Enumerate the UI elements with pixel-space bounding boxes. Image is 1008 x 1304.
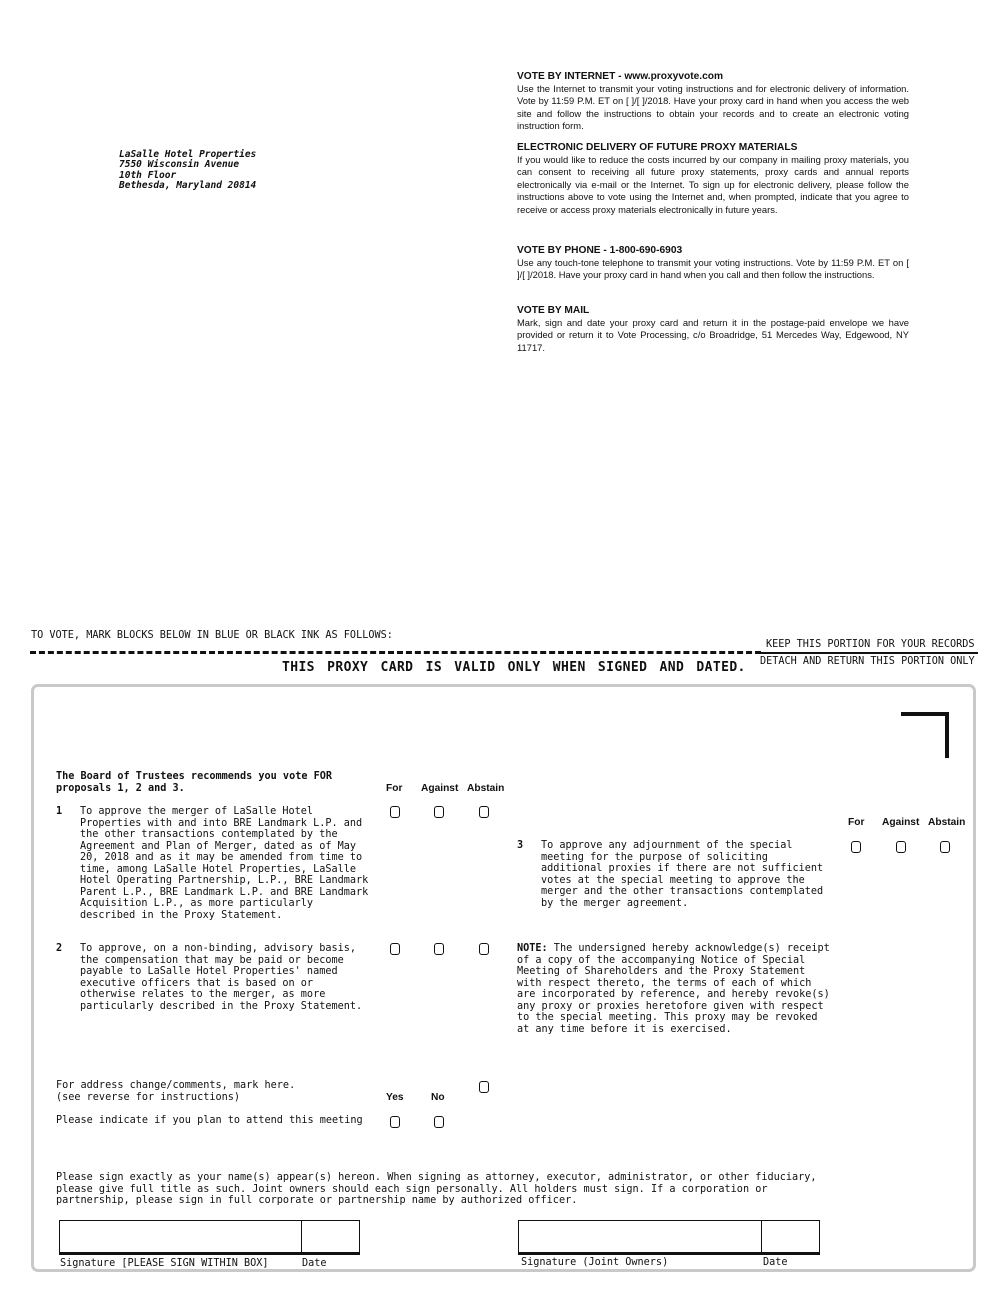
proposal-2-abstain-checkbox[interactable] [479,943,489,955]
address-line: LaSalle Hotel Properties [119,149,257,160]
joint-signature-box[interactable] [518,1220,820,1255]
vote-by-internet-text: Use the Internet to transmit your voting instructions and for electronic delivery of information. Vote by 11:59 P.M. ET on [ ]/[ ]/2018. Have your proxy card in hand when you access the web site and follow the instructions to obtain your records and to create an electronic voting instruction form. [517,83,909,132]
note-text [517,943,830,1035]
proposal-3-for-checkbox[interactable] [851,841,861,853]
proposal-2-text: To approve, on a non-binding, advisory basis, the compensation that may be paid or become payable to LaSalle Hotel Properties' named executive officers that is based on or otherwise relates to the merger, as more particularly described in the Proxy Statement. [80,943,363,1012]
signature-box[interactable] [59,1220,360,1255]
no-label: No [431,1092,445,1103]
electronic-delivery-text: If you would like to reduce the costs incurred by our company in mailing proxy materials, you can consent to receiving all future proxy statements, proxy cards and annual reports electronically via e-mail or the Internet. To sign up for electronic delivery, please follow the instructions above to vote using the Internet and, when prompted, indicate that you agree to receive or access proxy materials electronically in future years. [517,154,909,215]
vote-by-mail-heading: VOTE BY MAIL [517,305,590,316]
signing-instructions: Please sign exactly as your name(s) appear(s) hereon. When signing as attorney, executor, administrator, or other fiduciary, please give full title as such. Joint owners should each sign personally. All holders must sign. If a corporation or partnership, please sign in full corporate or partnership name by authorized officer. [56,1172,817,1206]
vote-by-mail-section [517,305,909,354]
proposal-1-against-checkbox[interactable] [434,806,444,818]
mark-instructions: TO VOTE, MARK BLOCKS BELOW IN BLUE OR BLACK INK AS FOLLOWS: [31,630,393,641]
proposal-2-for-checkbox[interactable] [390,943,400,955]
detach-portion-label: DETACH AND RETURN THIS PORTION ONLY [760,656,975,667]
note-body: The undersigned hereby acknowledge(s) receipt of a copy of the accompanying Notice of Special Meeting of Shareholders and the Proxy Statement with respect thereto, the terms of each of which are incorporated by reference, and hereby revoke(s) any proxy or proxies heretofore given with respect to the special meeting. This proxy may be revoked at any time before it is exercised. [517,943,830,1035]
column-header-for: For [386,783,403,794]
vote-by-internet-section [517,71,909,133]
signature-label: Signature [PLEASE SIGN WITHIN BOX] [60,1258,269,1269]
proposal-1-text: To approve the merger of LaSalle Hotel Properties with and into BRE Landmark L.P. and the other transactions contemplated by the Agreement and Plan of Merger, dated as of May 20, 2018 and as it may be amended from time to time, among LaSalle Hotel Properties, LaSalle Hotel Operating Partnership, L.P., BRE Landmark Parent L.P., BRE Landmark L.P. and BRE Landmark Acquisition L.P., as more particularly described in the Proxy Statement. [80,806,369,921]
column-header-against: Against [421,783,459,794]
vote-by-phone-section [517,245,909,282]
proposal-3-abstain-checkbox[interactable] [940,841,950,853]
date-label: Date [302,1258,327,1269]
address-line: 10th Floor [119,169,177,181]
board-recommendation: The Board of Trustees recommends you vote FOR proposals 1, 2 and 3. [56,771,333,794]
electronic-delivery-section [517,142,909,216]
proposal-2-number: 2 [56,943,63,954]
keep-portion-divider [760,652,978,654]
corner-registration-mark [901,712,949,758]
electronic-delivery-heading: ELECTRONIC DELIVERY OF FUTURE PROXY MATERIALS [517,142,798,153]
column-header-abstain: Abstain [467,783,505,794]
vote-by-mail-text: Mark, sign and date your proxy card and return it in the postage-paid envelope we have provided or return it to Vote Processing, c/o Broadridge, 51 Mercedes Way, Edgewood, NY 11717. [517,317,909,353]
attend-question: Please indicate if you plan to attend this meeting [56,1115,363,1126]
vote-by-phone-text: Use any touch-tone telephone to transmit your voting instructions. Vote by 11:59 P.M. ET on [ ]/[ ]/2018. Have your proxy card in hand when you call and then follow the instructions. [517,257,909,281]
joint-signature-label: Signature (Joint Owners) [521,1257,669,1268]
signature-date-divider [301,1220,302,1255]
attend-yes-checkbox[interactable] [390,1116,400,1128]
proposal-3-number: 3 [517,840,524,851]
address-line: 7550 Wisconsin Avenue [119,159,240,171]
note-label: NOTE: [517,943,548,954]
column-header-abstain: Abstain [928,817,966,828]
valid-notice: THIS PROXY CARD IS VALID ONLY WHEN SIGNED AND DATED. [282,660,746,675]
keep-portion-label: KEEP THIS PORTION FOR YOUR RECORDS [766,639,975,650]
address-change-checkbox[interactable] [479,1081,489,1093]
proposal-3-text: To approve any adjournment of the special meeting for the purpose of soliciting additional proxies if there are not sufficient votes at the special meeting to approve the merger and the other transactions contemplated by the merger agreement. [541,840,824,909]
attend-no-checkbox[interactable] [434,1116,444,1128]
detach-dashed-line [30,651,761,654]
vote-by-internet-heading: VOTE BY INTERNET - www.proxyvote.com [517,71,724,82]
proposal-2-against-checkbox[interactable] [434,943,444,955]
address-line: Bethesda, Maryland 20814 [119,179,257,191]
column-header-against: Against [882,817,920,828]
proposal-1-number: 1 [56,806,63,817]
proposal-3-against-checkbox[interactable] [896,841,906,853]
proposal-1-for-checkbox[interactable] [390,806,400,818]
column-header-for: For [848,817,865,828]
return-address [119,150,256,191]
vote-by-phone-heading: VOTE BY PHONE - 1-800-690-6903 [517,245,683,256]
joint-date-label: Date [763,1257,788,1268]
joint-signature-date-divider [761,1220,762,1255]
yes-label: Yes [386,1092,404,1103]
proposal-1-abstain-checkbox[interactable] [479,806,489,818]
address-change-text: For address change/comments, mark here. (see reverse for instructions) [56,1080,296,1103]
